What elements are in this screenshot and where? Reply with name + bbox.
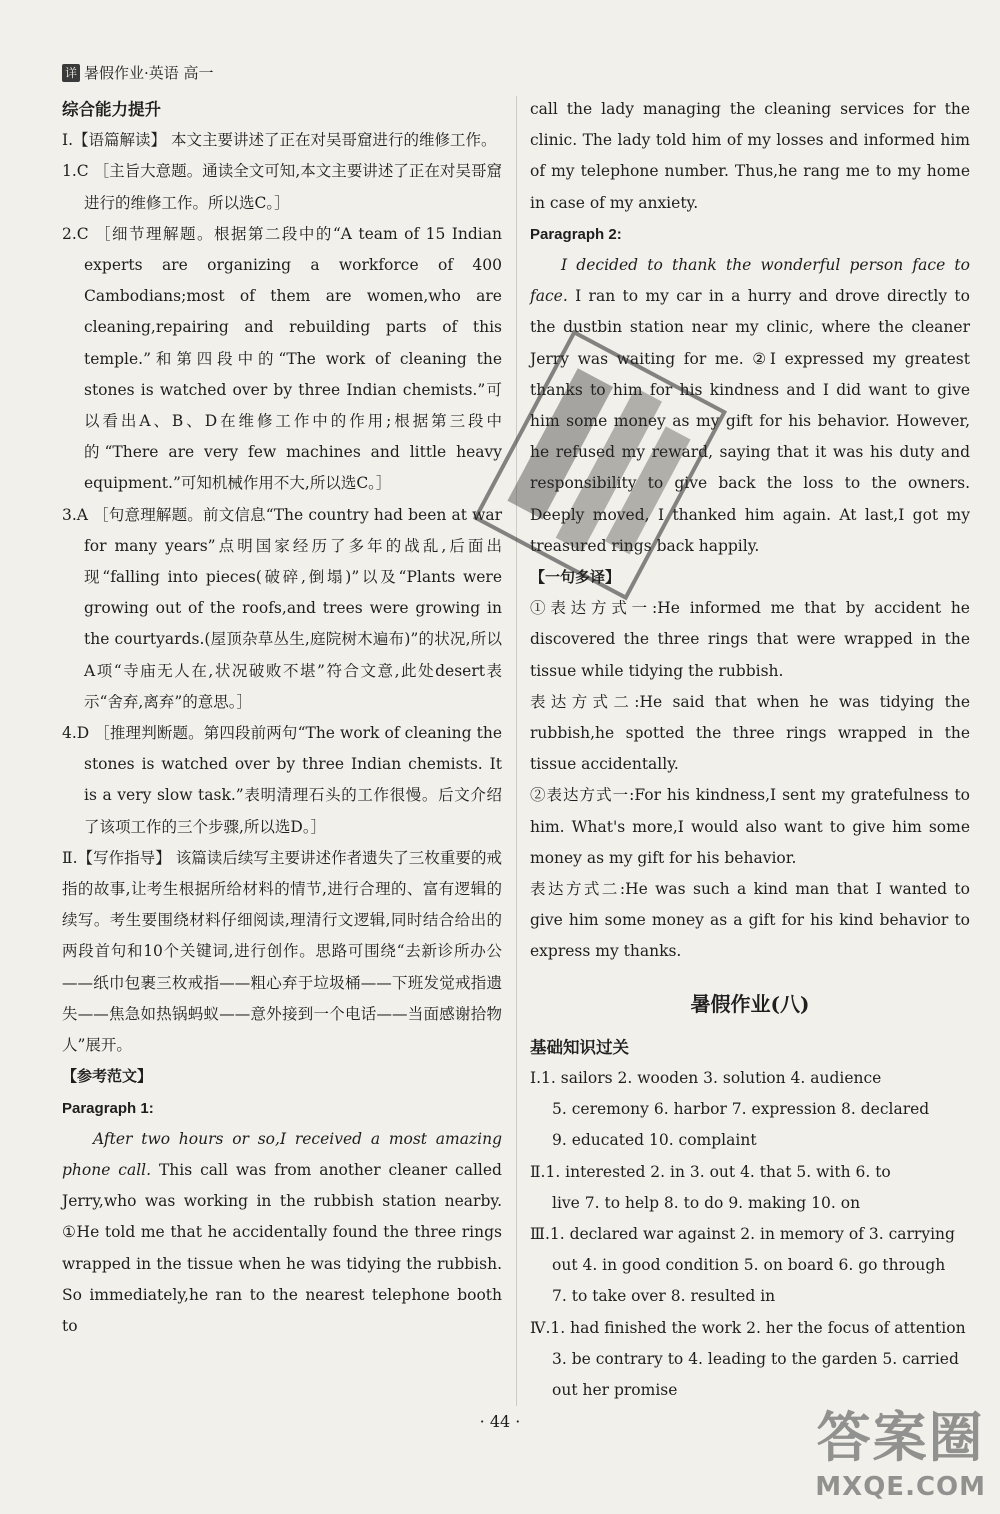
answers-section-1-line-2: 5. ceremony 6. harbor 7. expression 8. declared — [552, 1100, 930, 1119]
header-badge: 详 — [62, 64, 80, 82]
site-watermark — [815, 1395, 986, 1502]
right-column — [530, 94, 970, 1406]
header-title: 暑假作业·英语 高一 — [84, 64, 214, 82]
column-divider — [516, 96, 517, 1406]
reading-summary: Ⅰ.【语篇解读】 本文主要讲述了正在对吴哥窟进行的维修工作。 — [62, 131, 497, 150]
answers-section-4: Ⅳ.1. had finished the work 2. her the focus of attention — [530, 1318, 966, 1337]
paragraph-2-body: I ran to my car in a hurry and drove directly to the dustbin station near my clinic, where the cleaner Jerry was waiting for me. ②I expressed my greatest thanks to him for his kindness and I did want to give him some money as my gift for his behavior. However, he refused my reward, saying that it was his duty and responsibility to give back the loss to the owners. Deeply moved, I thanked him again. At last,I got my treasured rings back happily. — [530, 287, 970, 555]
answer-2: 2.C ［细节理解题。根据第二段中的“A team of 15 Indian experts are organizing a workforce of 400 Cambodians;most of them are women,who are cleaning,repairing and rebuilding parts of this temple.”和第四段中的“The work of cleaning the stones is watched over by three Indian chemists.”可以看出A、B、D在维修工作中的作用;根据第三段中的“There are very few machines and little heavy equipment.”可知机械作用不大,所以选C。］ — [62, 224, 502, 493]
paragraph-2-label: Paragraph 2: — [530, 225, 622, 243]
answers-section-2: Ⅱ.1. interested 2. in 3. out 4. that 5. with 6. to — [530, 1162, 891, 1181]
answers-section-1: Ⅰ.1. sailors 2. wooden 3. solution 4. audience — [530, 1068, 882, 1087]
translation-1a: ①表达方式一:He informed me that by accident he discovered the three rings that were wrapped in the tissue while tidying the rubbish. — [530, 599, 970, 680]
translation-1b: 表达方式二:He said that when he was tidying the rubbish,he spotted the three rings wrapped in the tissue accidentally. — [530, 692, 970, 774]
multi-translation-label: 【一句多译】 — [530, 569, 621, 587]
answers-section-3-line-3: 7. to take over 8. resulted in — [552, 1287, 776, 1306]
left-column — [62, 94, 502, 1342]
section-title: 综合能力提升 — [62, 100, 161, 119]
translation-2a: ②表达方式一:For his kindness,I sent my gratefulness to him. What's more,I would also want to give him some money as my gift for his behavior. — [530, 786, 970, 867]
answers-section-1-line-3: 9. educated 10. complaint — [552, 1131, 757, 1150]
paragraph-1-text — [62, 1124, 502, 1342]
paragraph-1-label: Paragraph 1: — [62, 1099, 154, 1117]
answer-1: 1.C ［主旨大意题。通读全文可知,本文主要讲述了正在对吴哥窟进行的维修工作。所以选C。］ — [62, 162, 502, 212]
watermark-url: MXQE.COM — [815, 1472, 986, 1502]
writing-guide: Ⅱ.【写作指导】 该篇读后续写主要讲述作者遗失了三枚重要的戒指的故事,让考生根据所给材料的情节,进行合理的、富有逻辑的续写。考生要围绕材料仔细阅读,理清行文逻辑,同时结合给出的两段首句和10个关键词,进行创作。思路可围绕“去新诊所办公——纸巾包裹三枚戒指——粗心弃于垃圾桶——下班发觉戒指遗失——焦急如热锅蚂蚁——意外接到一个电话——当面感谢拾物人”展开。 — [62, 848, 502, 1055]
answers-section-4-line-3: out her promise — [552, 1380, 678, 1399]
answers-section-3-line-2: out 4. in good condition 5. on board 6. go through — [552, 1256, 946, 1275]
translation-2b: 表达方式二:He was such a kind man that I wanted to give him some money as a gift for his kind behavior to express my thanks. — [530, 880, 970, 961]
answer-3: 3.A ［句意理解题。前文信息“The country had been at war for many years”点明国家经历了多年的战乱,后面出现“falling into pieces(破碎,倒塌)”以及“Plants were growing out of the roofs,and trees were growing in the courtyards.(屋顶杂草丛生,庭院树木遍布)”的状况,所以A项“寺庙无人在,状况破败不堪”符合文意,此处desert表示“舍弃,离弃”的意思。］ — [62, 505, 502, 711]
paragraph-1-body: This call was from another cleaner called Jerry,who was working in the rubbish station nearby. ①He told me that he accidentally found the three rings wrapped in the tissue when he was tidying the rubbish. So immediately,he ran to the nearest telephone booth to — [62, 1160, 502, 1335]
page-number: · 44 · — [479, 1412, 521, 1431]
paragraph-2-opening: I decided to thank the wonderful person face to face. — [530, 256, 970, 306]
watermark-brand: 答案圈 — [816, 1406, 985, 1469]
basic-knowledge-title: 基础知识过关 — [530, 1037, 629, 1057]
page-header — [62, 62, 214, 83]
paragraph-1-continued: call the lady managing the cleaning services for the clinic. The lady told him of my losses and informed him of my telephone number. Thus,he rang me to my home in case of my anxiety. — [530, 100, 970, 212]
answers-section-4-line-2: 3. be contrary to 4. leading to the garden 5. carried — [552, 1349, 959, 1368]
homework-title: 暑假作业(八) — [690, 991, 810, 1016]
answers-section-3: Ⅲ.1. declared war against 2. in memory of 3. carrying — [530, 1224, 955, 1243]
answer-4: 4.D ［推理判断题。第四段前两句“The work of cleaning the stones is watched over by three Indian chemists. It is a very slow task.”表明清理石头的工作很慢。后文介绍了该项工作的三个步骤,所以选D。］ — [62, 724, 502, 836]
reference-label: 【参考范文】 — [62, 1068, 153, 1086]
paragraph-1-opening: After two hours or so,I received a most amazing phone call. — [62, 1129, 502, 1179]
answers-section-2-line-2: live 7. to help 8. to do 9. making 10. on — [552, 1193, 861, 1212]
